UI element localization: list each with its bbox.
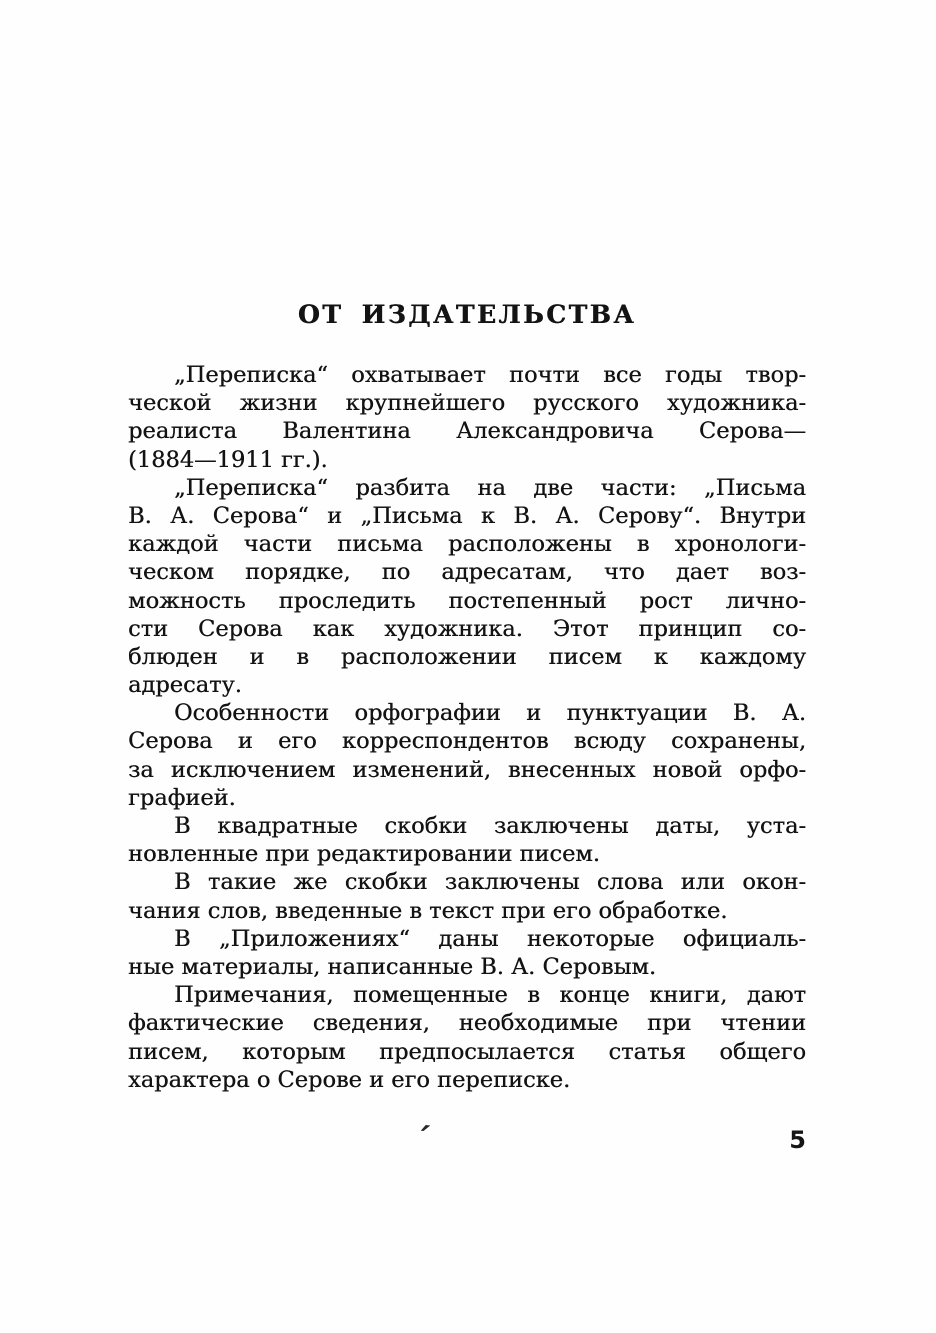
paragraph-3: [128, 699, 806, 812]
paragraph-7: [128, 981, 806, 1094]
page-number: 5: [789, 1126, 806, 1154]
text-line: писем, которым предпосылается статья общего: [128, 1038, 806, 1065]
text-line: ческой жизни крупнейшего русского художника-: [128, 390, 806, 417]
paragraph-6: [128, 925, 806, 981]
text-line: за исключением изменений, внесенных новой орфо-: [128, 756, 806, 783]
scan-artifact-mark: ´: [411, 1120, 434, 1162]
text-line: фактические сведения, необходимые при чтении: [128, 1010, 806, 1037]
text-line: В такие же скобки заключены слова или окон-: [174, 869, 806, 896]
paragraph-4: [128, 812, 806, 868]
paragraph-2: [128, 474, 806, 700]
text-line: (1884—1911 гг.).: [128, 446, 328, 473]
text-line: графией.: [128, 784, 236, 811]
text-line: ческом порядке, по адресатам, что дает воз-: [128, 559, 806, 586]
text-line: В. А. Серова“ и „Письма к В. А. Серову“. Внутри: [128, 502, 806, 529]
text-line: Особенности орфографии и пунктуации В. А.: [174, 700, 806, 727]
text-line: адресату.: [128, 672, 242, 699]
text-line: Серова и его корреспондентов всюду сохранены,: [128, 728, 806, 755]
text-line: В квадратные скобки заключены даты, уста-: [174, 813, 806, 839]
text-line: характера о Серове и его переписке.: [128, 1066, 571, 1093]
page-title: ОТ ИЗДАТЕЛЬСТВА: [297, 300, 637, 329]
text-line: чания слов, введенные в текст при его обработке.: [128, 897, 728, 924]
paragraph-5: [128, 868, 806, 924]
paragraph-1: [128, 361, 806, 474]
text-line: реалиста Валентина Александровича Серова—: [128, 418, 806, 445]
body-text: [128, 361, 806, 1094]
text-line: каждой части письма расположены в хронологи-: [128, 531, 806, 558]
text-line: „Переписка“ охватывает почти все годы твор-: [174, 362, 806, 388]
text-line: новленные при редактировании писем.: [128, 841, 600, 868]
text-line: можность проследить постепенный рост лично-: [128, 587, 806, 614]
text-line: В „Приложениях“ даны некоторые официаль-: [174, 925, 806, 952]
text-line: блюден и в расположении писем к каждому: [128, 643, 806, 670]
text-line: сти Серова как художника. Этот принцип со-: [128, 615, 806, 642]
text-line: „Переписка“ разбита на две части: „Письма: [174, 474, 806, 501]
text-line: Примечания, помещенные в конце книги, дают: [174, 982, 806, 1009]
text-line: ные материалы, написанные В. А. Серовым.: [128, 953, 657, 980]
